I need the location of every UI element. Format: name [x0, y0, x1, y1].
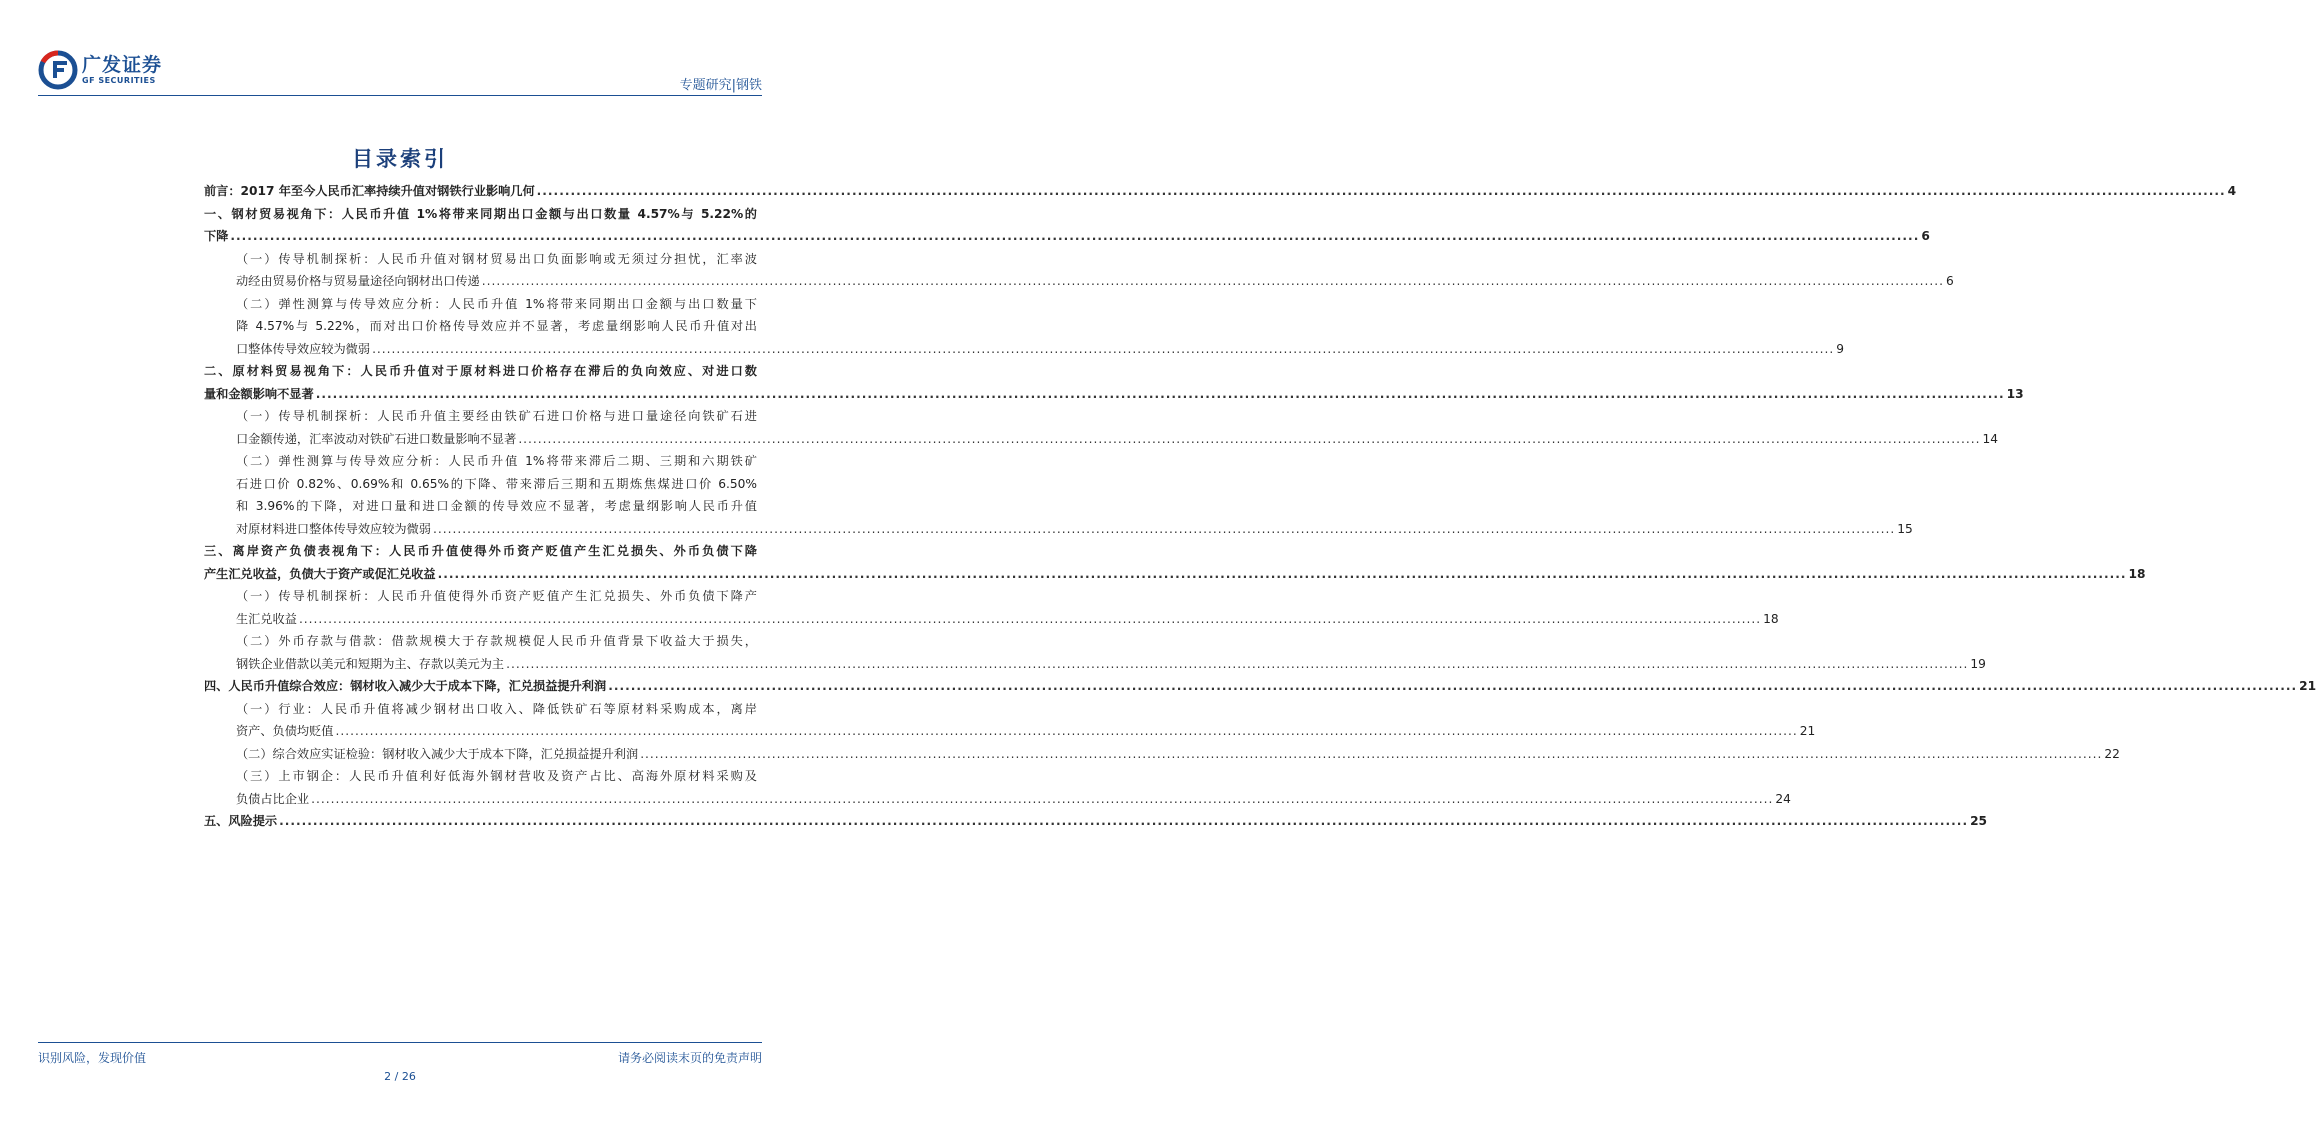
page-number: 2 / 26: [384, 1070, 416, 1083]
toc-section-entry[interactable]: [204, 360, 2024, 405]
toc-leader-dots: ............................................................................................................................................................................................................................................................................................................: [536, 184, 2226, 198]
toc-subsection-entry[interactable]: [204, 765, 1791, 810]
toc-page-number: 24: [1775, 791, 1791, 806]
footer-divider: [38, 1042, 762, 1043]
header-divider: [38, 95, 762, 96]
toc-leader-dots: ............................................................................................................................................................................................................................................................................................................: [437, 566, 2127, 581]
logo-english-name: GF SECURITIES: [82, 76, 156, 85]
toc-entry-title: 动经由贸易价格与贸易量途径向钢材出口传递: [236, 274, 480, 288]
toc-entry-title: 四、人民币升值综合效应：钢材收入减少大于成本下降，汇兑损益提升利润: [204, 679, 607, 693]
toc-leader-dots: ............................................................................................................................................................................................................................................................................................................: [433, 521, 1896, 536]
toc-leader-dots: ............................................................................................................................................................................................................................................................................................................: [372, 341, 1835, 356]
toc-subsection-entry[interactable]: [204, 450, 1913, 540]
toc-entry-line: （一）传导机制探析：人民币升值使得外币资产贬值产生汇兑损失、外币负债下降产: [236, 589, 757, 603]
toc-leader-dots: ............................................................................................................................................................................................................................................................................................................: [230, 229, 1920, 243]
table-of-contents: [204, 180, 2316, 833]
toc-page-number: 21: [1799, 724, 1816, 738]
toc-entry-line: 石进口价 0.82%、0.69%和 0.65%的下降、带来滞后三期和五期炼焦煤进口价 6.50%: [236, 476, 757, 491]
toc-page-number: 9: [1836, 341, 1845, 356]
toc-section-entry[interactable]: [204, 540, 2146, 585]
toc-entry-line: 一、钢材贸易视角下：人民币升值 1%将带来同期出口金额与出口数量 4.57%与 5.22%的: [204, 206, 757, 221]
toc-leader-dots: ............................................................................................................................................................................................................................................................................................................: [481, 274, 1944, 288]
toc-entry-line: （二）弹性测算与传导效应分析：人民币升值 1%将带来滞后二期、三期和六期铁矿: [236, 454, 757, 468]
toc-entry-title: 生汇兑收益: [236, 611, 297, 626]
toc-entry-title: 对原材料进口整体传导效应较为微弱: [236, 521, 431, 536]
toc-entry-line: （三）上市钢企：人民币升值利好低海外钢材营收及资产占比、高海外原材料采购及: [236, 769, 757, 783]
toc-entry-title: 前言：2017 年至今人民币汇率持续升值对钢铁行业影响几何: [204, 184, 535, 198]
toc-entry-title: 口整体传导效应较为微弱: [236, 341, 371, 356]
toc-page-number: 6: [1921, 229, 1930, 243]
gf-logo-icon: [38, 50, 78, 90]
toc-entry-line: 和 3.96%的下降，对进口量和进口金额的传导效应不显著，考虑量纲影响人民币升值: [236, 499, 757, 513]
toc-page-number: 25: [1970, 814, 1988, 828]
toc-entry-line: 三、离岸资产负债表视角下：人民币升值使得外币资产贬值产生汇兑损失、外币负债下降: [204, 544, 757, 558]
footer-disclaimer: 请务必阅读末页的免责声明: [617, 1051, 762, 1065]
toc-page-number: 18: [1763, 611, 1779, 626]
toc-section-entry[interactable]: [204, 203, 1930, 248]
toc-page-number: 18: [2128, 566, 2146, 581]
toc-subsection-entry[interactable]: [204, 293, 1845, 361]
toc-section-entry[interactable]: [204, 675, 2316, 698]
toc-page-number: 14: [1982, 431, 1999, 446]
toc-entry-line: （二）弹性测算与传导效应分析：人民币升值 1%将带来同期出口金额与出口数量下: [236, 296, 757, 311]
toc-subsection-entry[interactable]: [204, 698, 1816, 743]
toc-entry-title: 下降: [204, 229, 229, 243]
toc-subsection-entry[interactable]: [204, 248, 1954, 293]
toc-entry-line: （一）传导机制探析：人民币升值对钢材贸易出口负面影响或无须过分担忧，汇率波: [236, 251, 757, 266]
toc-subsection-entry[interactable]: [204, 630, 1986, 675]
toc-entry-title: 产生汇兑收益，负债大于资产或促汇兑收益: [204, 566, 436, 581]
toc-leader-dots: ............................................................................................................................................................................................................................................................................................................: [518, 431, 1981, 446]
toc-leader-dots: ............................................................................................................................................................................................................................................................................................................: [335, 724, 1798, 738]
toc-page-number: 4: [2227, 184, 2237, 198]
toc-leader-dots: ............................................................................................................................................................................................................................................................................................................: [298, 611, 1762, 626]
toc-subsection-entry[interactable]: [204, 585, 1779, 630]
page-title: 目录索引: [352, 147, 448, 171]
toc-entry-title: 负债占比企业: [236, 791, 310, 806]
toc-entry-line: （一）行业：人民币升值将减少钢材出口收入、降低铁矿石等原材料采购成本，离岸: [236, 701, 757, 716]
toc-subsection-entry[interactable]: [204, 743, 2120, 766]
logo-chinese-name: 广发证券: [82, 54, 163, 76]
toc-entry-title: 资产、负债均贬值: [236, 724, 334, 738]
toc-entry-title: （二）综合效应实证检验：钢材收入减少大于成本下降，汇兑损益提升利润: [236, 746, 639, 761]
toc-leader-dots: ............................................................................................................................................................................................................................................................................................................: [279, 814, 1969, 828]
toc-entry-line: 降 4.57%与 5.22%，而对出口价格传导效应并不显著，考虑量纲影响人民币升值对出: [236, 319, 757, 333]
toc-leader-dots: ............................................................................................................................................................................................................................................................................................................: [311, 791, 1774, 806]
toc-page-number: 15: [1897, 521, 1913, 536]
toc-leader-dots: ............................................................................................................................................................................................................................................................................................................: [608, 679, 2298, 693]
toc-entry-line: 二、原材料贸易视角下：人民币升值对于原材料进口价格存在滞后的负向效应、对进口数: [204, 364, 757, 378]
report-category: 专题研究|钢铁: [679, 78, 762, 93]
toc-page-number: 13: [2006, 386, 2024, 401]
toc-section-entry[interactable]: [204, 810, 1988, 833]
toc-page-number: 22: [2104, 746, 2120, 761]
toc-leader-dots: ............................................................................................................................................................................................................................................................................................................: [640, 746, 2103, 761]
footer-slogan: 识别风险，发现价值: [38, 1051, 147, 1065]
toc-leader-dots: ............................................................................................................................................................................................................................................................................................................: [315, 386, 2005, 401]
toc-page-number: 6: [1945, 274, 1954, 288]
page-header: [38, 50, 762, 94]
toc-subsection-entry[interactable]: [204, 405, 1999, 450]
toc-page-number: 19: [1970, 656, 1986, 671]
toc-entry-line: （二）外币存款与借款：借款规模大于存款规模促人民币升值背景下收益大于损失，: [236, 634, 757, 648]
toc-entry-title: 口金额传递，汇率波动对铁矿石进口数量影响不显著: [236, 431, 517, 446]
toc-page-number: 21: [2299, 679, 2316, 693]
toc-section-entry[interactable]: [204, 180, 2237, 203]
toc-entry-title: 五、风险提示: [204, 814, 278, 828]
toc-leader-dots: ............................................................................................................................................................................................................................................................................................................: [506, 656, 1969, 671]
toc-entry-title: 量和金额影响不显著: [204, 386, 314, 401]
toc-entry-title: 钢铁企业借款以美元和短期为主、存款以美元为主: [236, 656, 505, 671]
toc-entry-line: （一）传导机制探析：人民币升值主要经由铁矿石进口价格与进口量途径向铁矿石进: [236, 409, 757, 423]
gf-securities-logo: [38, 50, 162, 90]
